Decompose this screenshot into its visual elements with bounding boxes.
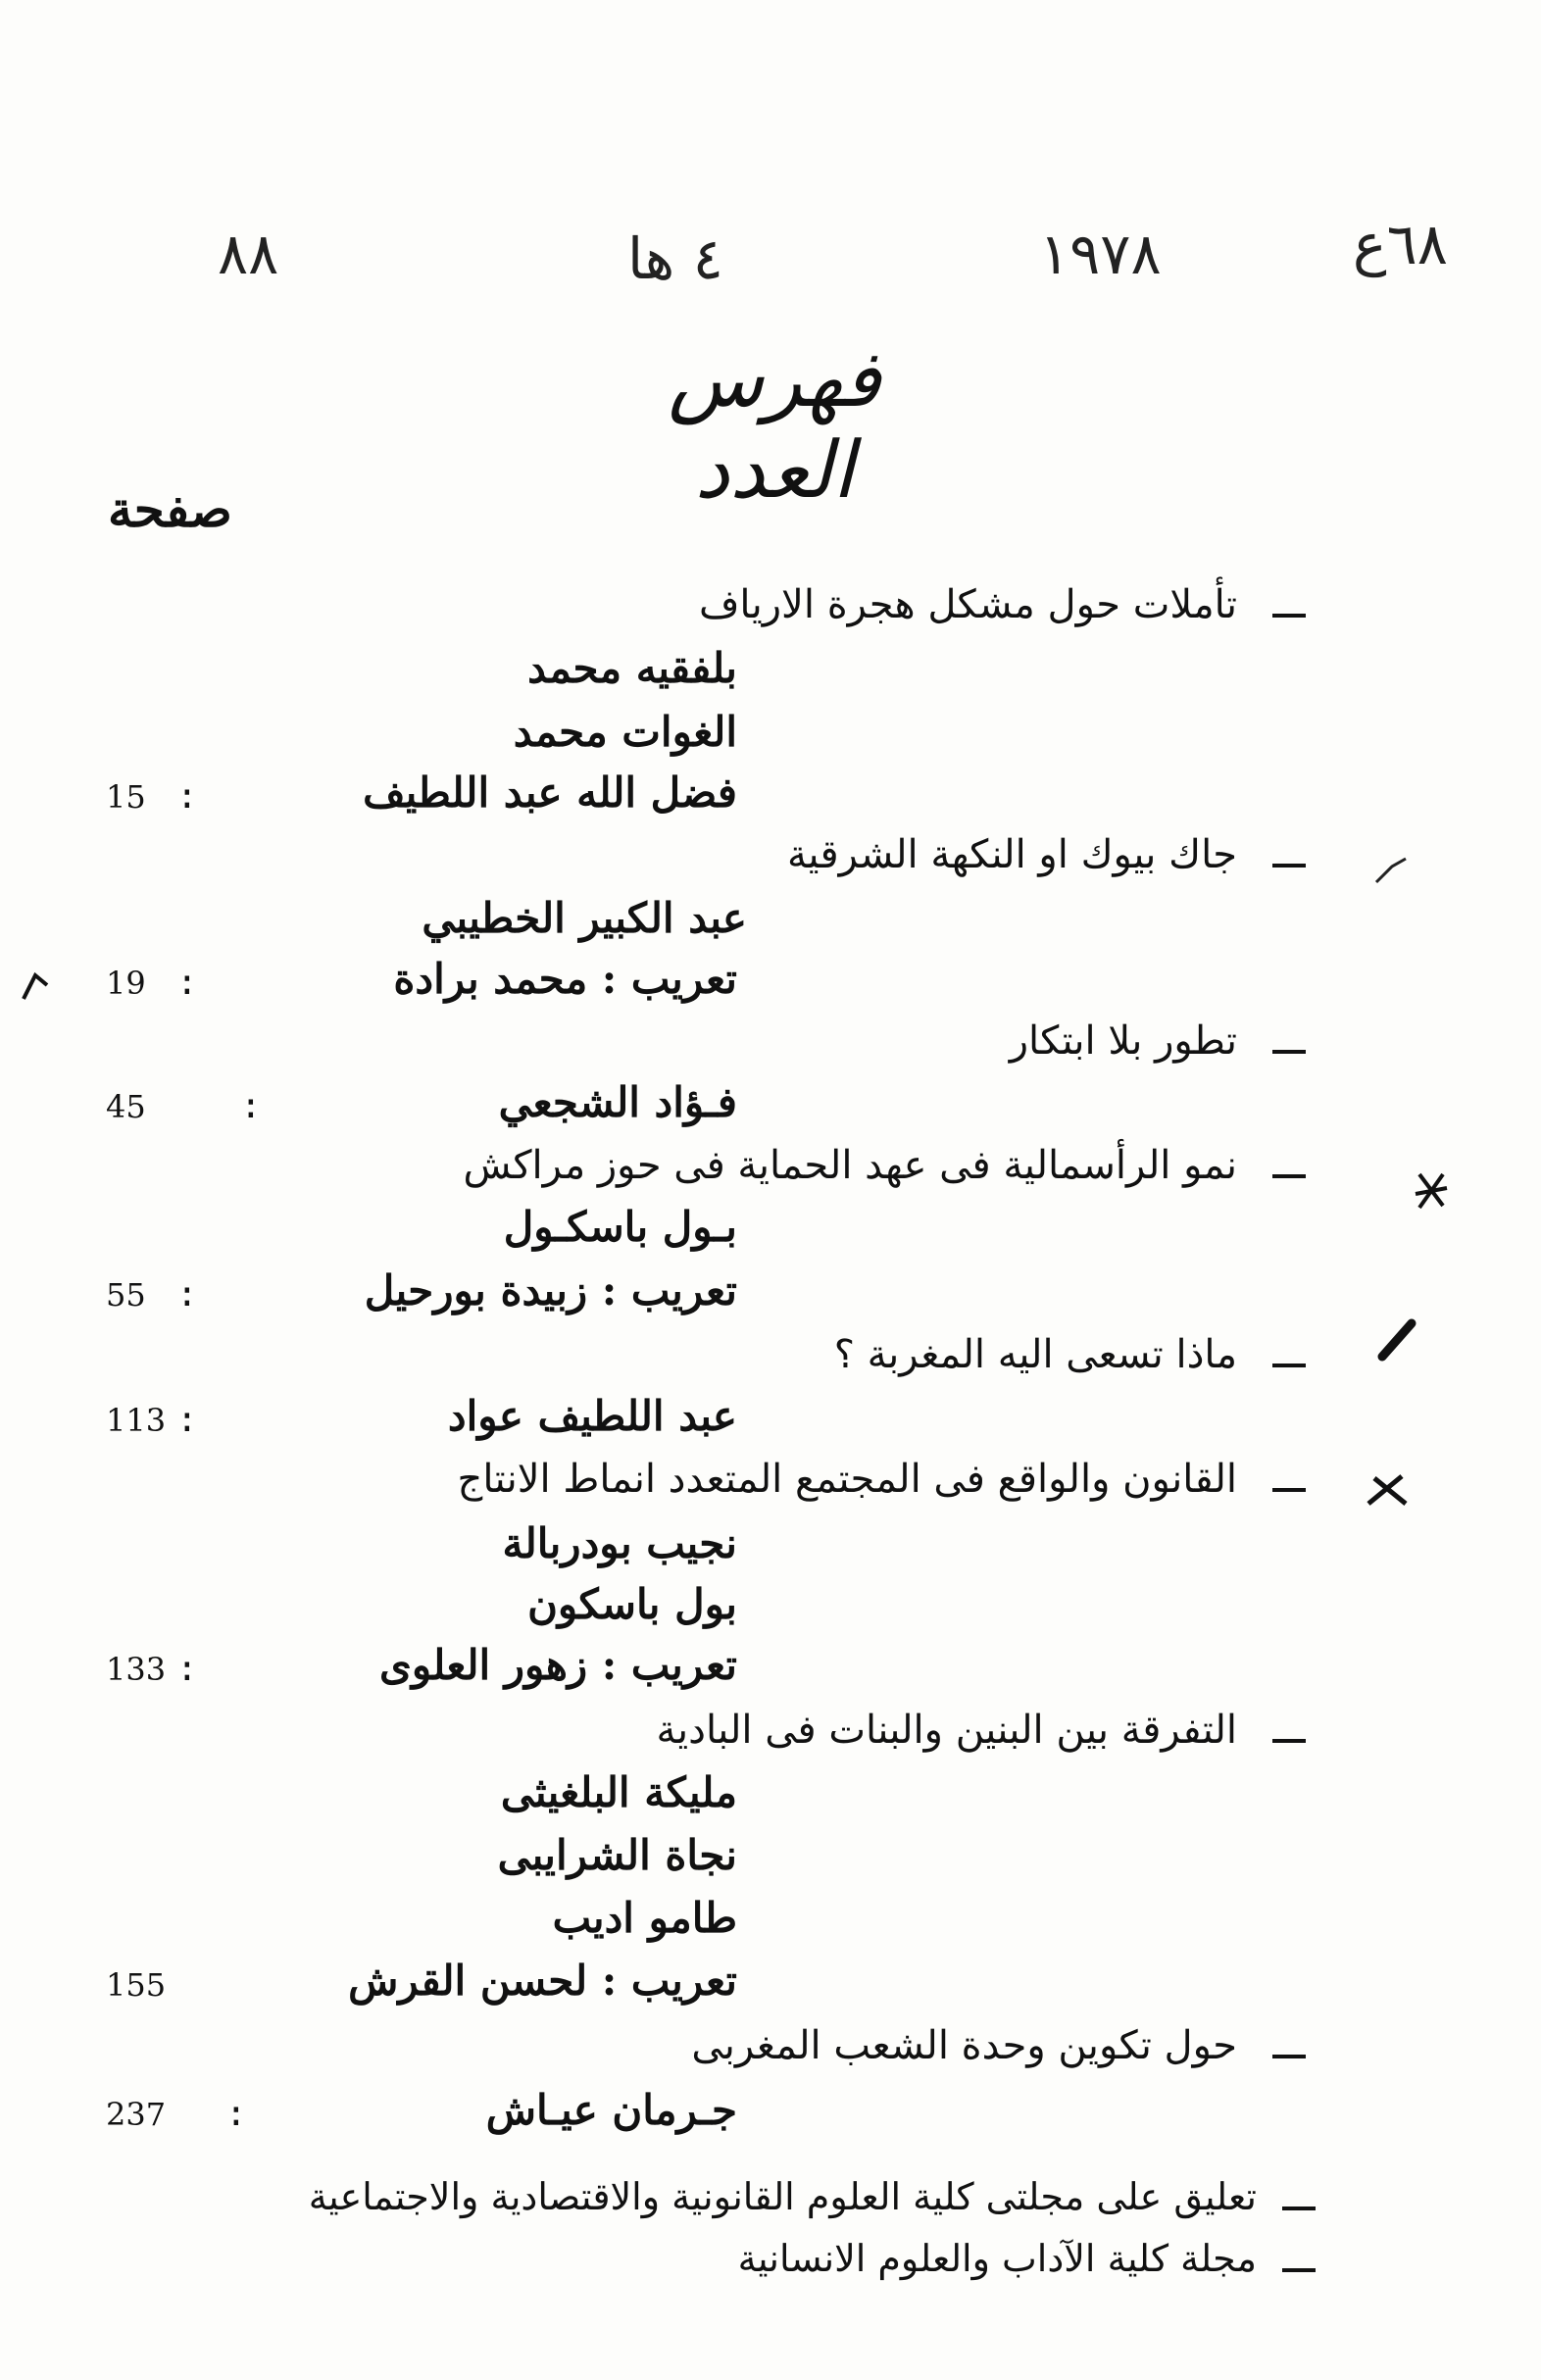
- slash-mark-icon: [1372, 1314, 1421, 1363]
- entry-7-author-row: [0, 1766, 1541, 1829]
- entry-7-author-row: [0, 1955, 1541, 2017]
- author-name: تعريب : زهور العلوى: [378, 1641, 737, 1689]
- entry-title: القانون والواقع فى المجتمع المتعدد انماط الانتاج: [457, 1457, 1237, 1502]
- entry-3-author-row: [0, 1076, 1541, 1139]
- page-number: 155: [106, 1966, 167, 2004]
- author-name: فـؤاد الشجعي: [498, 1078, 737, 1126]
- page-title: فهرس العدد: [668, 333, 881, 516]
- entry-6-title-row: [0, 1453, 1541, 1515]
- bullet-dash: [1272, 1739, 1306, 1743]
- page-number: 133: [106, 1651, 167, 1688]
- author-name: مليكة البلغيثى: [500, 1768, 737, 1816]
- entry-1-title-row: [0, 578, 1541, 641]
- entry-2-title-row: [0, 828, 1541, 891]
- entry-8-author-row: [0, 2084, 1541, 2147]
- author-name: نجيب بودربالة: [502, 1519, 737, 1567]
- page-number: 237: [106, 2096, 167, 2133]
- author-name: بلفقيه محمد: [527, 644, 737, 692]
- author-name: الغوات محمد: [513, 708, 737, 756]
- author-name: فضل الله عبد اللطيف: [363, 769, 737, 817]
- entry-title: ماذا تسعى اليه المغربة ؟: [833, 1332, 1237, 1377]
- author-name: جـرمان عيـاش: [485, 2086, 737, 2134]
- handwritten-year: ١٩٧٨: [1039, 221, 1162, 287]
- bullet-dash: [1272, 1488, 1306, 1492]
- trailing-item-row: [0, 2233, 1541, 2296]
- entry-4-author-row: [0, 1264, 1541, 1327]
- entry-3-title-row: [0, 1015, 1541, 1077]
- entry-6-author-row: [0, 1517, 1541, 1580]
- author-name: بـول باسكـول: [503, 1203, 737, 1251]
- trailing-item-row: [0, 2171, 1541, 2234]
- handwritten-code: ٦٨ع: [1353, 211, 1448, 277]
- page-number: 15: [106, 778, 146, 816]
- entry-4-title-row: [0, 1139, 1541, 1202]
- entry-title: نمو الرأسمالية فى عهد الحماية فى حوز مراكش: [463, 1143, 1237, 1188]
- page-number: 45: [106, 1088, 146, 1125]
- entry-1-author-row: [0, 706, 1541, 769]
- entry-2-author-row: [0, 953, 1541, 1016]
- author-name: بول باسكون: [527, 1580, 737, 1628]
- author-name: تعريب : لحسن القرش: [348, 1957, 737, 2005]
- entry-7-author-row: [0, 1892, 1541, 1955]
- entry-title: التفرقة بين البنين والبنات فى البادية: [656, 1708, 1237, 1753]
- page-column-heading: صفحة: [108, 480, 232, 538]
- entry-7-author-row: [0, 1829, 1541, 1892]
- entry-6-author-row: [0, 1578, 1541, 1641]
- author-name: تعريب : محمد برادة: [393, 955, 737, 1003]
- colon: :: [225, 2094, 247, 2134]
- bullet-dash: [1282, 2268, 1316, 2272]
- bullet-dash: [1272, 1174, 1306, 1178]
- author-name: عبد الكبير الخطيبي: [422, 894, 747, 942]
- page-number: 55: [106, 1276, 146, 1314]
- author-name: نجاة الشرايبى: [497, 1831, 737, 1879]
- bullet-dash: [1272, 1364, 1306, 1367]
- entry-5-author-row: [0, 1390, 1541, 1453]
- entry-title: تطور بلا ابتكار: [1009, 1018, 1237, 1064]
- colon: :: [176, 1274, 198, 1314]
- bullet-dash: [1272, 614, 1306, 618]
- entry-title: جاك بيوك او النكهة الشرقية: [786, 832, 1237, 877]
- bullet-dash: [1282, 2206, 1316, 2210]
- entry-8-title-row: [0, 2019, 1541, 2082]
- entry-1-author-row: [0, 767, 1541, 829]
- entry-1-author-row: [0, 642, 1541, 705]
- entry-5-title-row: [0, 1328, 1541, 1391]
- colon: :: [176, 776, 198, 817]
- colon: :: [176, 1649, 198, 1689]
- author-name: تعريب : زبيدة بورحيل: [364, 1266, 737, 1314]
- bullet-dash: [1272, 864, 1306, 868]
- page-number: 113: [106, 1402, 167, 1439]
- page-number: 19: [106, 965, 146, 1002]
- entry-4-author-row: [0, 1201, 1541, 1264]
- colon: :: [240, 1086, 262, 1126]
- entry-2-author-row: [0, 892, 1541, 955]
- checkmark-icon: [1372, 853, 1412, 892]
- colon: :: [176, 963, 198, 1003]
- bullet-dash: [1272, 1050, 1306, 1054]
- author-name: عبد اللطيف عواد: [447, 1392, 737, 1440]
- trailing-item-title: مجلة كلية الآداب والعلوم الانسانية: [737, 2237, 1257, 2280]
- entry-title: حول تكوين وحدة الشعب المغربى: [691, 2023, 1237, 2068]
- colon: :: [176, 1400, 198, 1440]
- entry-7-title-row: [0, 1704, 1541, 1766]
- handwritten-issue-ref: ٤ ها: [627, 225, 723, 292]
- entry-title: تأملات حول مشكل هجرة الارياف: [698, 582, 1237, 627]
- cross-mark-icon: [1412, 1166, 1451, 1215]
- handwritten-page-ref: ٨٨: [218, 221, 279, 287]
- entry-6-author-row: [0, 1639, 1541, 1702]
- cross-mark-icon: [1363, 1470, 1412, 1510]
- author-name: طامو اديب: [552, 1894, 737, 1942]
- checkmark-icon: [18, 966, 57, 1005]
- trailing-item-title: تعليق على مجلتى كلية العلوم القانونية والاقتصادية والاجتماعية: [308, 2175, 1257, 2218]
- bullet-dash: [1272, 2055, 1306, 2058]
